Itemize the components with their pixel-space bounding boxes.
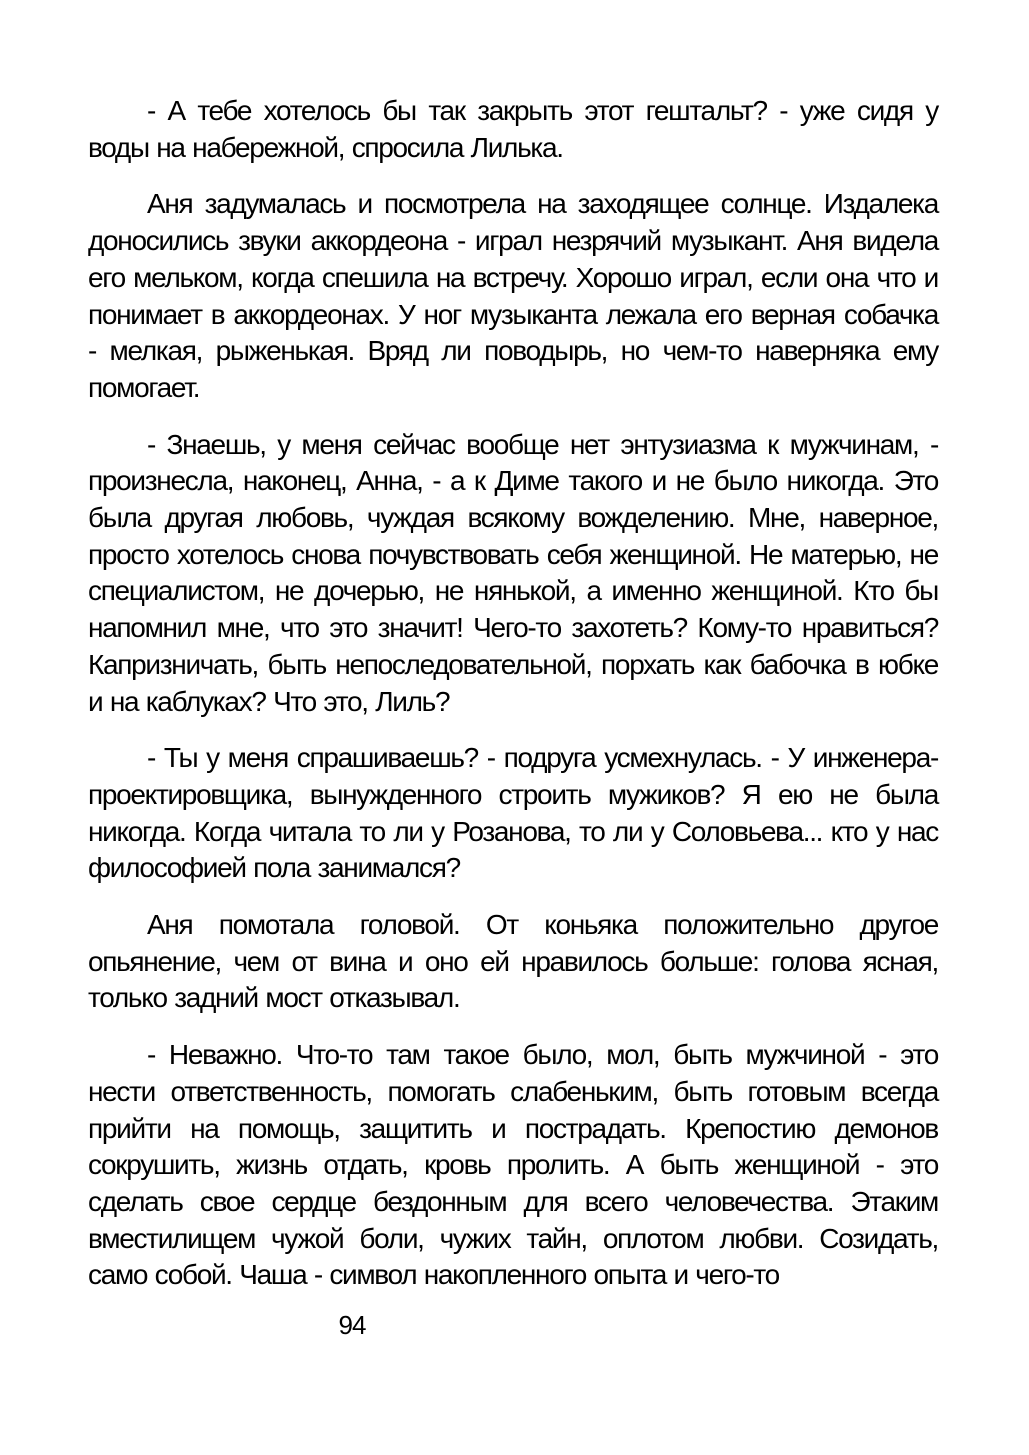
paragraph: - Знаешь, у меня сейчас вообще нет энтузиазма к мужчинам, - произнесла, наконец, Анна, - а к Диме такого и не было никогда. Это была другая любовь, чуждая всякому вожделению. Мне, наверное, просто хотелось снова почувствовать себя женщиной. Не матерью, не специалистом, не дочерью, не нянькой, а именно женщиной. Кто бы напомнил мне, что это значит! Чего-то захотеть? Кому-то нравиться? Капризничать, быть непоследовательной, порхать как бабочка в юбке и на каблуках? Что это, Лиль? — [88, 428, 938, 717]
paragraph: - А тебе хотелось бы так закрыть этот гештальт? - уже сидя у воды на набережной, спросила Лилька. — [88, 95, 938, 163]
paragraph: Аня задумалась и посмотрела на заходящее солнце. Издалека доносились звуки аккордеона - играл незрячий музыкант. Аня видела его мельком, когда спешила на встречу. Хорошо играл, если она что и понимает в аккордеонах. У ног музыканта лежала его верная собачка - мелкая, рыженькая. Вряд ли поводырь, но чем-то наверняка ему помогает. — [88, 188, 938, 403]
paragraph: - Ты у меня спрашиваешь? - подруга усмехнулась. - У инженера-проектировщика, вынужденного строить мужиков? Я ею не была никогда. Когда читала то ли у Розанова, то ли у Соловьева... кто у нас философией пола занимался? — [88, 742, 938, 884]
paragraph: - Неважно. Что-то там такое было, мол, быть мужчиной - это нести ответственность, помогать слабеньким, быть готовым всегда прийти на помощь, защитить и пострадать. Крепостию демонов сокрушить, жизнь отдать, кровь пролить. А быть женщиной - это сделать свое сердце бездонным для всего человечества. Этаким вместилищем чужой боли, чужих тайн, оплотом любви. Созидать, само собой. Чаша - символ накопленного опыта и чего-то — [88, 1039, 938, 1291]
paragraph: Аня помотала головой. От коньяка положительно другое опьянение, чем от вина и оно ей нравилось больше: голова ясная, только задний мост отказывал. — [88, 909, 938, 1014]
page-number: 94 — [338, 1310, 366, 1340]
text-block — [88, 93, 938, 1314]
